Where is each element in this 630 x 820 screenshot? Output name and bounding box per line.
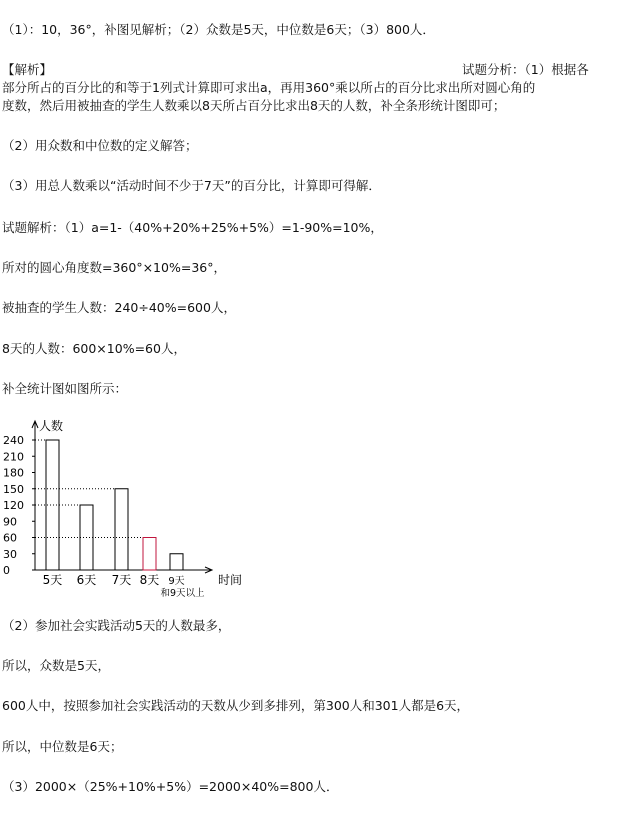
- analysis-head: 试题分析：（1）根据各: [462, 62, 589, 77]
- solution-part-3: （3）2000×（25%+10%+5%）=2000×40%=800人．: [2, 779, 339, 794]
- bar: [143, 538, 156, 571]
- x-axis-label: 时间: [218, 573, 243, 587]
- analysis-part-2: （2）用众数和中位数的定义解答；: [2, 138, 198, 153]
- y-tick-label: 60: [3, 531, 17, 545]
- solution-part-2d: 所以，中位数是6天；: [2, 739, 123, 754]
- bar: [115, 489, 128, 570]
- bar: [170, 554, 183, 570]
- solution-part-2a: （2）参加社会实践活动5天的人数最多，: [2, 618, 231, 633]
- x-tick-label: 8天: [139, 573, 160, 587]
- solution-sampled: 被抽查的学生人数：240÷40%=600人，: [2, 300, 236, 315]
- analysis-tag: 【解析】: [2, 62, 53, 77]
- analysis-line-2: 部分所占的百分比的和等于1列式计算即可求出a，再用360°乘以所占的百分比求出所对圆心角的: [2, 80, 536, 95]
- answer-line: （1）：10，36°，补图见解析；（2）众数是5天，中位数是6天；（3）800人．: [2, 22, 435, 37]
- solution-8-days: 8天的人数：600×10%=60人，: [2, 341, 186, 356]
- y-tick-label: 210: [3, 450, 24, 464]
- y-tick-label: 150: [3, 482, 24, 496]
- y-tick-label: 30: [3, 547, 17, 561]
- x-tick-label: 5天: [42, 573, 63, 587]
- analysis-part-3: （3）用总人数乘以“活动时间不少于7天”的百分比，计算即可得解．: [2, 178, 381, 193]
- bar-chart: [0, 418, 260, 598]
- solution-angle: 所对的圆心角度数=360°×10%=36°，: [2, 260, 226, 275]
- x-tick-label: 7天: [111, 573, 132, 587]
- y-tick-label: 240: [3, 434, 24, 447]
- solution-chart-intro: 补全统计图如图所示：: [2, 381, 128, 396]
- y-tick-label: 90: [3, 515, 17, 529]
- y-axis-label: 人数: [39, 419, 64, 433]
- y-tick-label: 120: [3, 499, 24, 512]
- solution-part-2b: 所以，众数是5天，: [2, 658, 110, 673]
- solution-part-2c: 600人中，按照参加社会实践活动的天数从少到多排列，第300人和301人都是6天，: [2, 698, 470, 713]
- x-tick-note: 和9天以上: [160, 588, 205, 598]
- y-tick-label: 180: [3, 466, 24, 480]
- solution-part-1: 试题解析：（1）a=1-（40%+20%+25%+5%）=1-90%=10%，: [2, 220, 383, 235]
- analysis-line-3: 度数，然后用被抽查的学生人数乘以8天所占百分比求出8天的人数，补全条形统计图即可；: [2, 98, 506, 113]
- x-tick-label: 9天: [168, 576, 185, 587]
- y-tick-label: 0: [3, 564, 10, 577]
- x-tick-label: 6天: [76, 573, 97, 587]
